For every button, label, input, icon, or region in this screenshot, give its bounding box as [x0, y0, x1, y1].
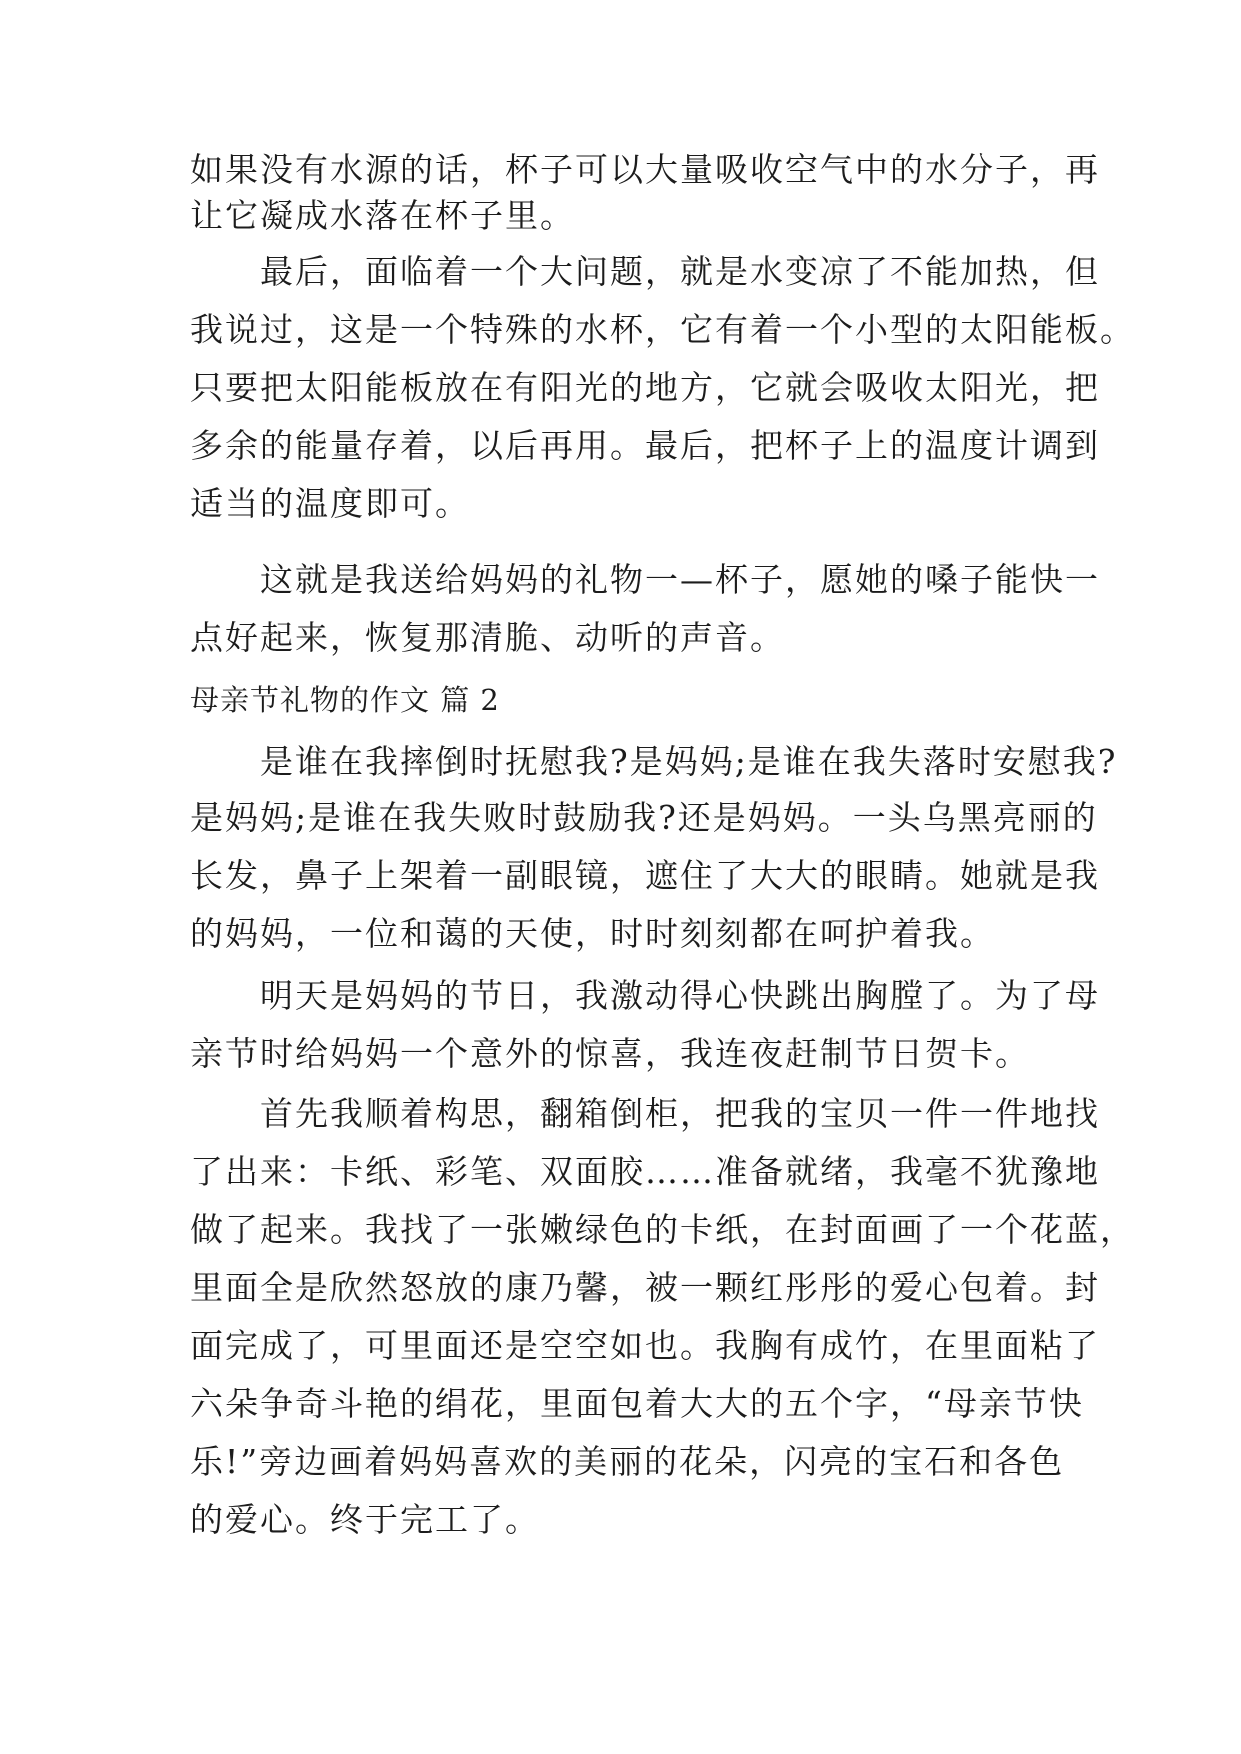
text-line: 我说过，这是一个特殊的水杯，它有着一个小型的太阳能板。: [190, 310, 1135, 349]
text-line: 是谁在我摔倒时抚慰我?是妈妈;是谁在我失落时安慰我?: [190, 742, 1118, 781]
text-line: 只要把太阳能板放在有阳光的地方，它就会吸收太阳光，把: [190, 368, 1100, 407]
text-line: 首先我顺着构思，翻箱倒柜，把我的宝贝一件一件地找: [190, 1094, 1100, 1133]
text-line: 做了起来。我找了一张嫩绿色的卡纸，在封面画了一个花蓝，: [190, 1210, 1135, 1249]
text-line: 多余的能量存着，以后再用。最后，把杯子上的温度计调到: [190, 426, 1100, 465]
text-line: 里面全是欣然怒放的康乃馨，被一颗红彤彤的爱心包着。封: [190, 1268, 1100, 1307]
text-line: 乐!”旁边画着妈妈喜欢的美丽的花朵，闪亮的宝石和各色: [190, 1442, 1065, 1481]
text-line: 如果没有水源的话，杯子可以大量吸收空气中的水分子，再: [190, 150, 1100, 189]
section-heading: 母亲节礼物的作文 篇 2: [190, 683, 500, 717]
text-line: 了出来：卡纸、彩笔、双面胶……准备就绪，我毫不犹豫地: [190, 1152, 1100, 1191]
text-line: 六朵争奇斗艳的绢花，里面包着大大的五个字，“母亲节快: [190, 1384, 1084, 1423]
text-line: 让它凝成水落在杯子里。: [190, 196, 575, 235]
text-line: 明天是妈妈的节日，我激动得心快跳出胸膛了。为了母: [190, 976, 1100, 1015]
text-line: 亲节时给妈妈一个意外的惊喜，我连夜赶制节日贺卡。: [190, 1034, 1030, 1073]
text-line: 点好起来，恢复那清脆、动听的声音。: [190, 618, 785, 657]
text-line: 适当的温度即可。: [190, 484, 470, 523]
text-line: 的妈妈，一位和蔼的天使，时时刻刻都在呵护着我。: [190, 914, 995, 953]
text-line: 面完成了，可里面还是空空如也。我胸有成竹，在里面粘了: [190, 1326, 1100, 1365]
text-line: 的爱心。终于完工了。: [190, 1500, 540, 1539]
text-line: 最后，面临着一个大问题，就是水变凉了不能加热，但: [190, 252, 1100, 291]
text-line: 这就是我送给妈妈的礼物一—杯子，愿她的嗓子能快一: [190, 560, 1100, 599]
text-line: 是妈妈;是谁在我失败时鼓励我?还是妈妈。一头乌黑亮丽的: [190, 798, 1098, 837]
text-line: 长发，鼻子上架着一副眼镜，遮住了大大的眼睛。她就是我: [190, 856, 1100, 895]
